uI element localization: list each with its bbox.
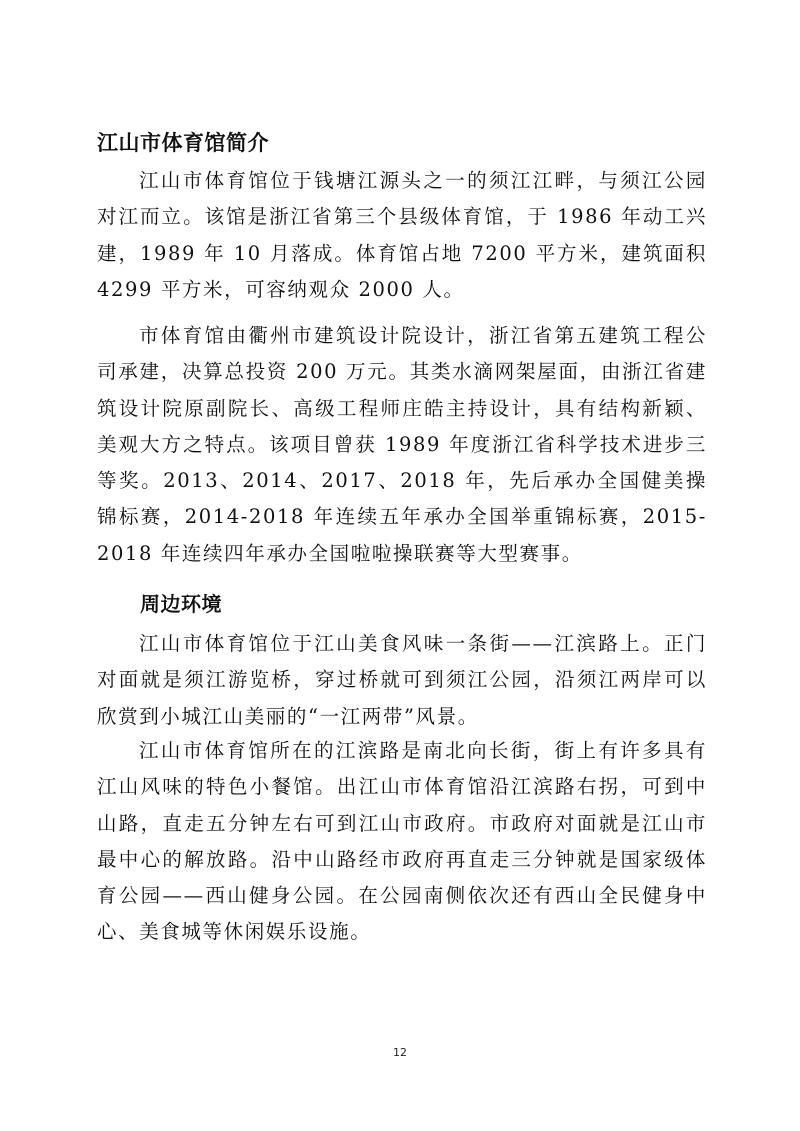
- intro-paragraph-2: 市体育馆由衢州市建筑设计院设计，浙江省第五建筑工程公司承建，决算总投资 200 万元。其类水滴网架屋面，由浙江省建筑设计院原副院长、高级工程师庄皓主持设计，具有结构新颖、美观大方之特点。该项目曾获 1989 年度浙江省科学技术进步三等奖。2013、2014、2017、2018 年，先后承办全国健美操锦标赛，2014-2018 年连续五年承办全国举重锦标赛，2015-2018 年连续四年承办全国啦啦操联赛等大型赛事。: [97, 324, 707, 565]
- section-paragraph-2: 江山市体育馆所在的江滨路是南北向长街，街上有许多具有江山风味的特色小餐馆。出江山市体育馆沿江滨路右拐，可到中山路，直走五分钟左右可到江山市政府。市政府对面就是江山市最中心的解放路。沿中山路经市政府再直走三分钟就是国家级体育公园——西山健身公园。在公园南侧依次还有西山全民健身中心、美食城等休闲娱乐设施。: [97, 739, 707, 944]
- intro-paragraph-1: 江山市体育馆位于钱塘江源头之一的须江江畔，与须江公园对江而立。该馆是浙江省第三个县级体育馆，于 1986 年动工兴建，1989 年 10 月落成。体育馆占地 7200 平方米，建筑面积 4299 平方米，可容纳观众 2000 人。: [97, 169, 707, 301]
- section-title: 周边环境: [140, 592, 222, 616]
- section-paragraph-1: 江山市体育馆位于江山美食风味一条街——江滨路上。正门对面就是须江游览桥，穿过桥就可到须江公园，沿须江两岸可以欣赏到小城江山美丽的“一江两带”风景。: [97, 632, 707, 728]
- document-title: 江山市体育馆简介: [97, 131, 269, 155]
- page-number: 12: [393, 1046, 407, 1059]
